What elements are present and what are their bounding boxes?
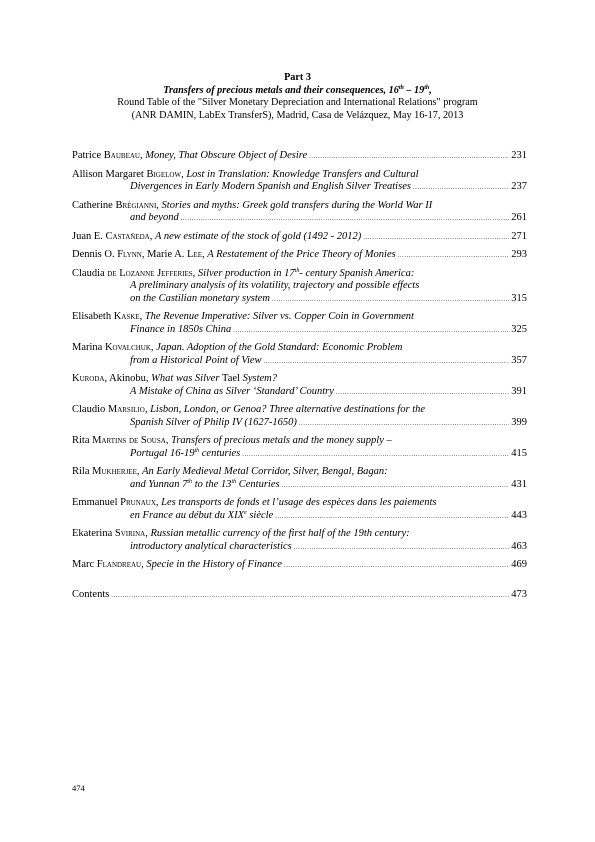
- round-table-line: Round Table of the "Silver Monetary Depreciation and International Relations" program: [117, 97, 478, 108]
- toc-entry[interactable]: Kuroda, Akinobu, What was Silver Tael System? A Mistake of China as Silver ‘Standard’ Country ..... 391: [72, 373, 527, 399]
- toc-entry[interactable]: Elisabeth Kaske, The Revenue Imperative: Silver vs. Copper Coin in Government Finance in 1850s China ..... 325: [72, 311, 527, 337]
- toc-entry[interactable]: Claudia de Lozanne Jefferies, Silver production in 17th- century Spanish America: A preliminary analysis of its volatility, trajectory and possible effects on the Castilian monetary system ..... 315: [72, 268, 527, 306]
- venue-line: (ANR DAMIN, LabEx TransferS), Madrid, Casa de Velázquez, May 16-17, 2013: [131, 109, 464, 121]
- toc-page-number: 237: [511, 181, 527, 192]
- toc-entry[interactable]: Marina Kovalchuk, Japan. Adoption of the Gold Standard: Economic Problem from a Historical Point of View ..... 357: [72, 342, 527, 368]
- page-number: 474: [72, 783, 85, 793]
- toc-entry[interactable]: Dennis O. Flynn, Marie A. Lee, A Restatement of the Price Theory of Monies ..... 293: [72, 249, 527, 262]
- part-label: Part 3: [284, 72, 311, 83]
- toc-page-number: 463: [511, 540, 527, 552]
- toc-entry[interactable]: Marc Flandreau, Specie in the History of Finance ..... 469: [72, 559, 527, 572]
- toc-page-number: 391: [511, 385, 527, 397]
- toc-page-number: 415: [511, 447, 527, 459]
- toc-page-number: 357: [511, 354, 527, 366]
- toc-entry[interactable]: Rila Mukherjee, An Early Medieval Metal Corridor, Silver, Bengal, Bagan: and Yunnan 7th to the 13th Centuries ..... 431: [72, 466, 527, 492]
- toc-entry[interactable]: Catherine Brégianni, Stories and myths: Greek gold transfers during the World War II and beyond ..... 261: [72, 200, 527, 226]
- toc-entry-contents[interactable]: Contents ..... 473: [72, 589, 527, 602]
- toc-entry[interactable]: Allison Margaret Bigelow, Lost in Translation: Knowledge Transfers and Cultural Divergences in Early Modern Spanish and English Silver Treatises ..... 237: [72, 169, 527, 195]
- toc-page-number: 469: [511, 559, 527, 571]
- toc-entry[interactable]: Patrice Baubeau, Money, That Obscure Object of Desire ..... 231: [72, 150, 527, 163]
- toc-page-number: 473: [511, 588, 527, 600]
- section-header: [0, 72, 595, 122]
- toc-entry[interactable]: Claudio Marsilio, Lisbon, London, or Genoa? Three alternative destinations for the Spanish Silver of Philip IV (1627-1650) ..... 399: [72, 404, 527, 430]
- toc-page-number: 399: [511, 416, 527, 428]
- toc-page-number: 443: [511, 509, 527, 521]
- toc-page-number: 431: [511, 478, 527, 490]
- toc-entry[interactable]: Juan E. Castañeda, A new estimate of the stock of gold (1492 - 2012) ..... 271: [72, 231, 527, 244]
- toc-entry[interactable]: Ekaterina Svirina, Russian metallic currency of the first half of the 19th century: introductory analytical characteristics ..... 463: [72, 528, 527, 554]
- toc-entry[interactable]: Rita Martins de Sousa, Transfers of precious metals and the money supply – Portugal 16-19th centuries ..... 415: [72, 435, 527, 461]
- toc-page-number: 325: [511, 323, 527, 335]
- toc-page-number: 231: [511, 150, 527, 161]
- toc-entry[interactable]: Emmanuel Prunaux, Les transports de fonds et l’usage des espèces dans les paiements en France au début du XIXe siècle ..... 443: [72, 497, 527, 523]
- table-of-contents: [72, 150, 527, 607]
- toc-page-number: 261: [511, 212, 527, 223]
- toc-page-number: 315: [511, 292, 527, 304]
- toc-page-number: 293: [511, 249, 527, 261]
- toc-page-number: 271: [511, 230, 527, 242]
- part-subtitle: Transfers of precious metals and their consequences, 16th – 19th,: [163, 84, 432, 96]
